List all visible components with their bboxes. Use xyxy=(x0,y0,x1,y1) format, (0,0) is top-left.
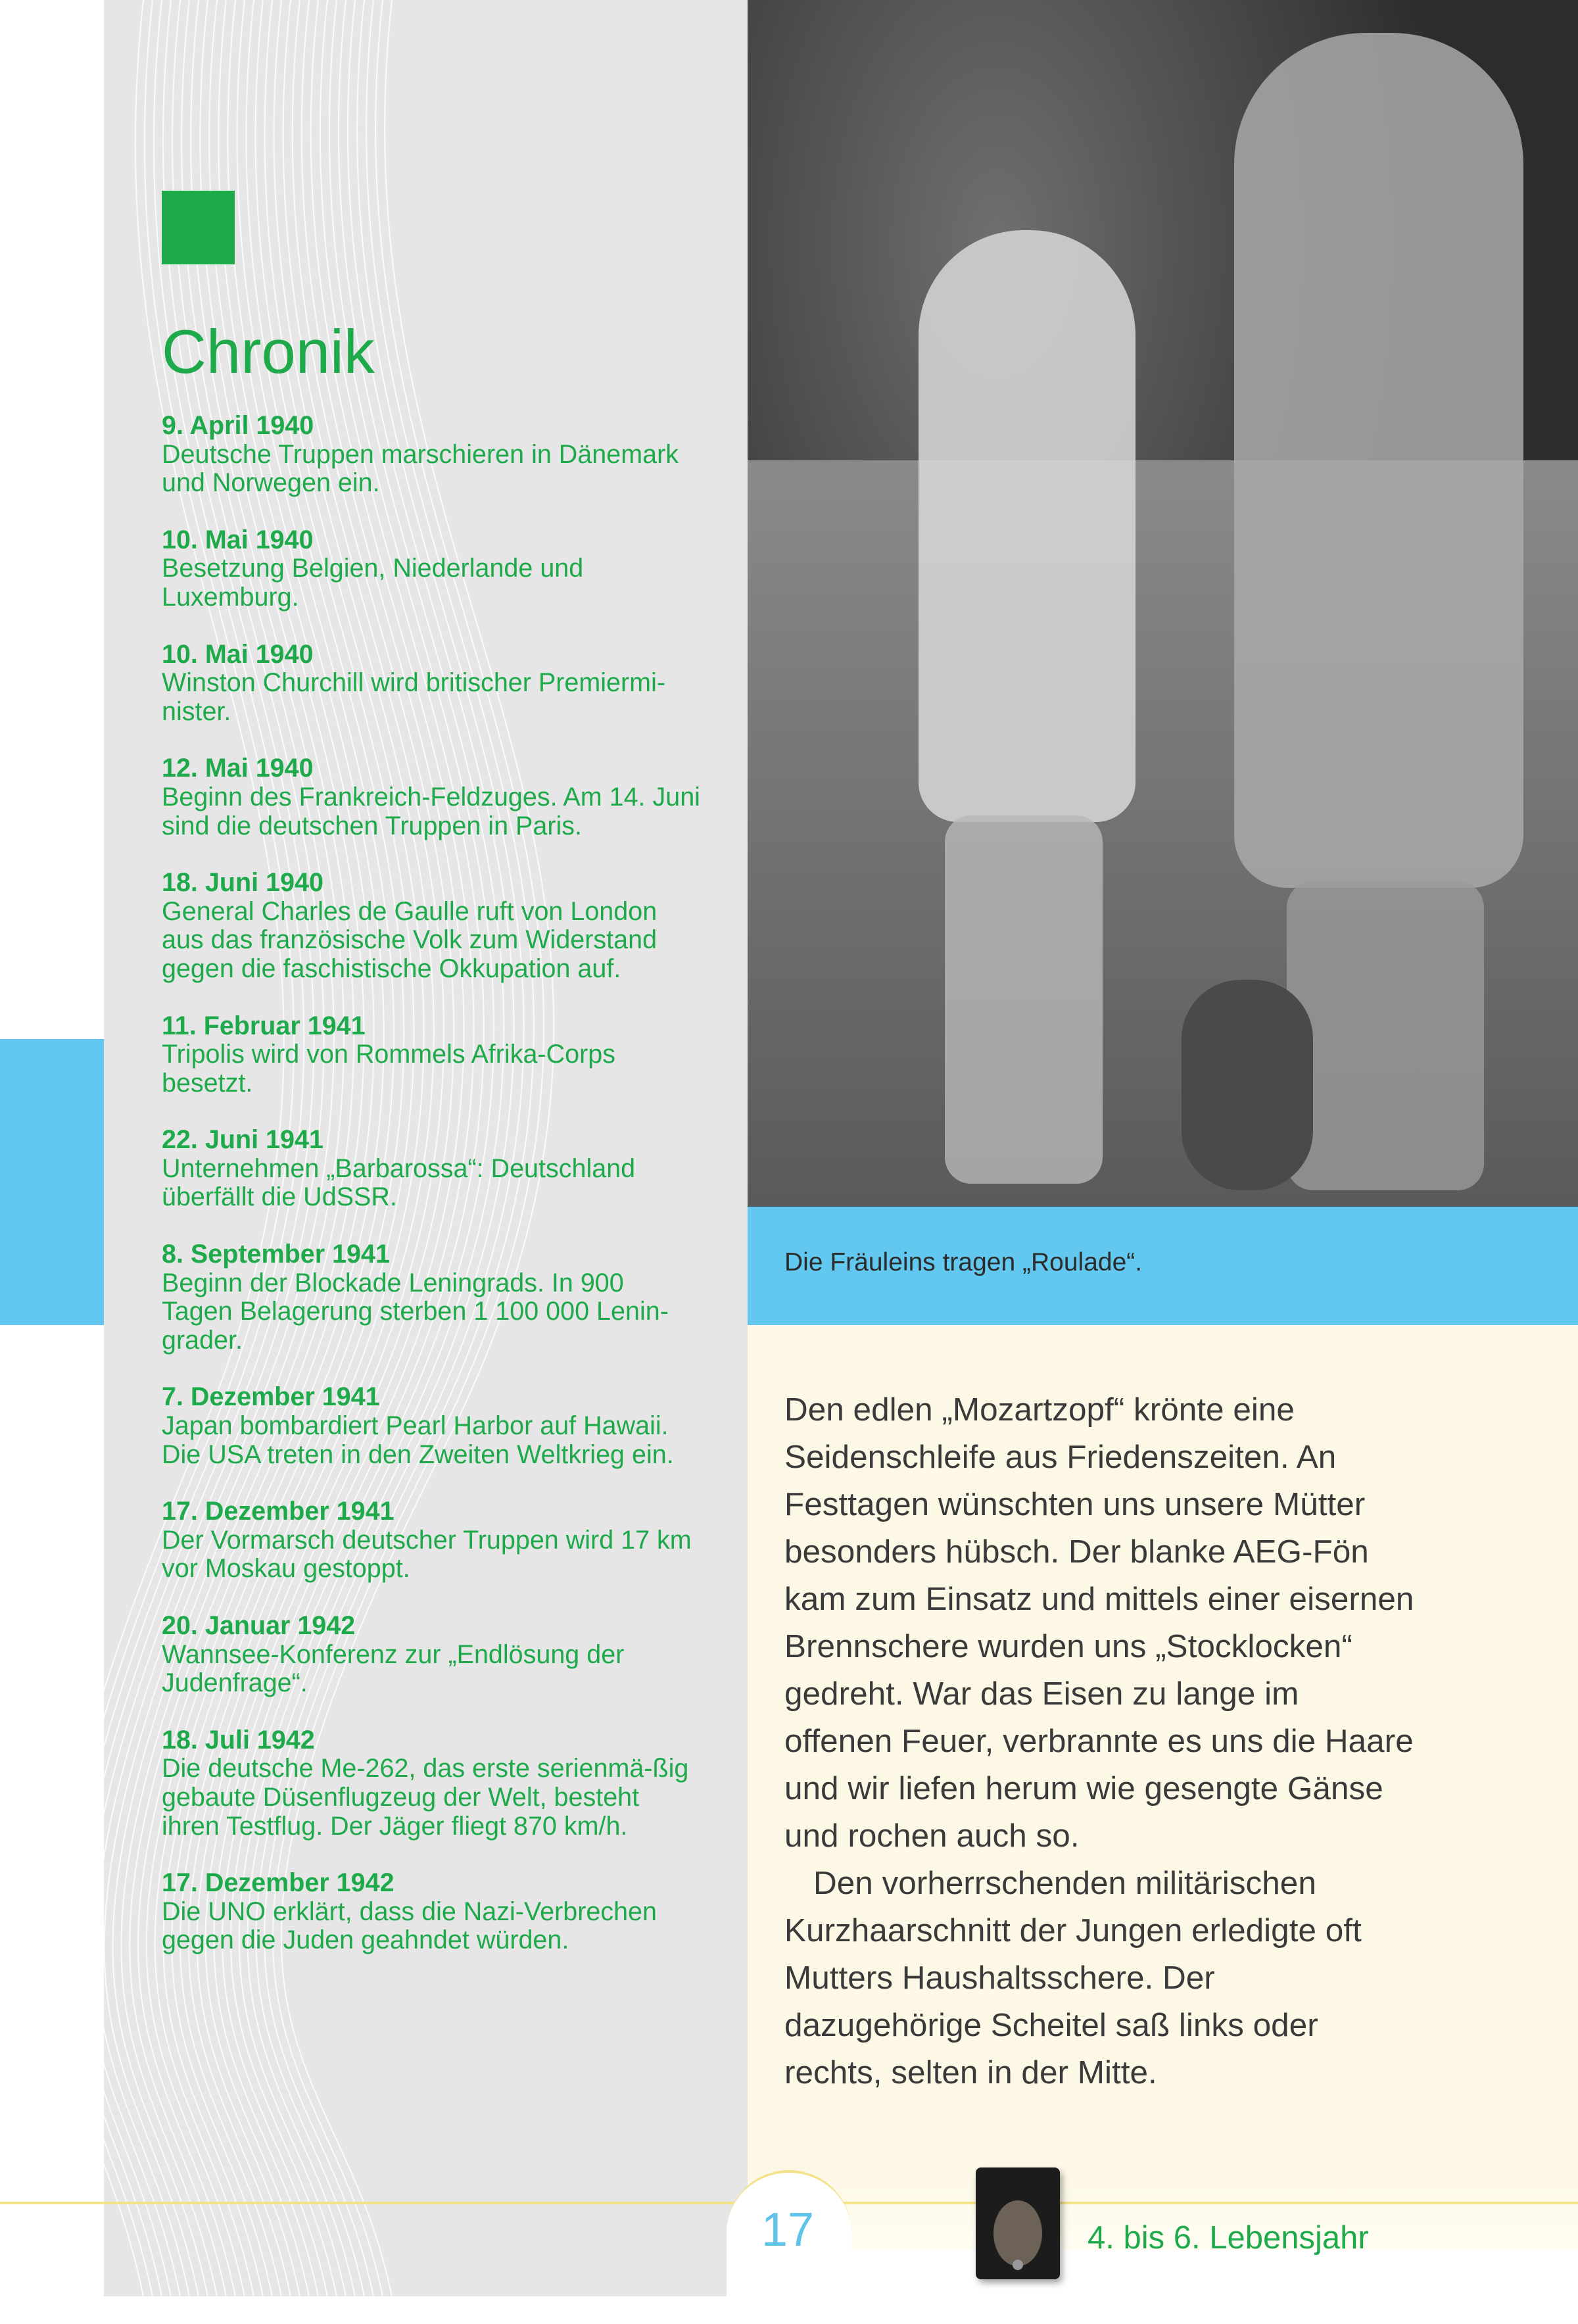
entry-text: Beginn der Blockade Leningrads. In 900 Tagen Belagerung sterben 1 100 000 Lenin-grader. xyxy=(162,1268,669,1355)
entry-text: Beginn des Frankreich-Feldzuges. Am 14. Juni sind die deutschen Truppen in Paris. xyxy=(162,782,700,840)
entry-date: 7. Dezember 1941 xyxy=(162,1382,380,1412)
entry-date: 12. Mai 1940 xyxy=(162,754,314,783)
entry-date: 17. Dezember 1941 xyxy=(162,1497,394,1526)
page-number: 17 xyxy=(761,2204,815,2256)
entry-text: Die deutsche Me-262, das erste serienmä-ßig gebaute Düsenflugzeug der Welt, besteht ihren Testflug. Der Jäger fliegt 870 km/h. xyxy=(162,1754,689,1841)
entry-date: 10. Mai 1940 xyxy=(162,639,314,669)
entry-text: General Charles de Gaulle ruft von London aus das französische Volk zum Widerstand gegen die faschistische Okkupation auf. xyxy=(162,896,658,983)
chronik-entry xyxy=(162,1612,701,1698)
chronik-entry xyxy=(162,1012,701,1098)
chronik-entry xyxy=(162,1383,701,1469)
chronik-title: Chronik xyxy=(162,317,375,386)
body-paragraph: Den vorherrschenden militärischen Kurzhaarschnitt der Jungen erledigte oft Mutters Haushaltsschere. Der dazugehörige Scheitel saß links oder rechts, selten in der Mitte. xyxy=(784,1865,1362,2091)
chapter-label: 4. bis 6. Lebensjahr xyxy=(1088,2220,1369,2256)
chronik-entry xyxy=(162,869,701,983)
entry-text: Besetzung Belgien, Niederlande und Luxemburg. xyxy=(162,554,584,612)
entry-date: 9. April 1940 xyxy=(162,411,314,440)
photo-caption: Die Fräuleins tragen „Roulade“. xyxy=(784,1248,1143,1276)
body-paragraph: Den edlen „Mozartzopf“ krönte eine Seidenschleife aus Friedenszeiten. An Festtagen wünschten uns unsere Mütter besonders hübsch. Der blanke AEG-Fön kam zum Einsatz und mittels einer eisernen Brennschere wurden uns „Stocklocken“ gedreht. War das Eisen zu lange im offenen Feuer, verbrannte es uns die Haare und wir liefen herum wie gesengte Gänse und rochen auch so. xyxy=(784,1392,1414,1854)
entry-date: 10. Mai 1940 xyxy=(162,525,314,554)
entry-date: 18. Juni 1940 xyxy=(162,868,323,898)
blue-accent-bar xyxy=(0,1039,104,1325)
chronik-entry xyxy=(162,1869,701,1955)
chronik-entry xyxy=(162,526,701,612)
green-square-marker xyxy=(162,191,235,264)
chronik-entry xyxy=(162,641,701,727)
chronik-list xyxy=(162,412,701,1983)
entry-text: Wannsee-Konferenz zur „Endlösung der Judenfrage“. xyxy=(162,1639,625,1698)
chronik-entry xyxy=(162,1126,701,1212)
chronik-entry xyxy=(162,754,701,840)
entry-text: Winston Churchill wird britischer Premiermi-nister. xyxy=(162,668,666,726)
chronik-entry xyxy=(162,1497,701,1584)
entry-date: 18. Juli 1942 xyxy=(162,1725,315,1755)
photo-two-girls xyxy=(748,0,1578,1207)
entry-date: 17. Dezember 1942 xyxy=(162,1868,394,1898)
radio-icon xyxy=(976,2167,1060,2279)
entry-date: 20. Januar 1942 xyxy=(162,1611,356,1640)
entry-date: 22. Juni 1941 xyxy=(162,1125,323,1155)
entry-date: 11. Februar 1941 xyxy=(162,1011,366,1040)
entry-text: Unternehmen „Barbarossa“: Deutschland überfällt die UdSSR. xyxy=(162,1153,636,1212)
entry-text: Japan bombardiert Pearl Harbor auf Hawaii. Die USA treten in den Zweiten Weltkrieg ein. xyxy=(162,1411,674,1469)
entry-text: Die UNO erklärt, dass die Nazi-Verbrechen gegen die Juden geahndet würden. xyxy=(162,1897,657,1955)
chronik-entry xyxy=(162,1240,701,1355)
chronik-entry xyxy=(162,412,701,498)
entry-date: 8. September 1941 xyxy=(162,1240,390,1269)
entry-text: Tripolis wird von Rommels Afrika-Corps besetzt. xyxy=(162,1040,615,1098)
body-text xyxy=(784,1386,1416,2096)
entry-text: Deutsche Truppen marschieren in Dänemark und Norwegen ein. xyxy=(162,439,679,498)
entry-text: Der Vormarsch deutscher Truppen wird 17 km vor Moskau gestoppt. xyxy=(162,1525,692,1584)
chronik-entry xyxy=(162,1726,701,1841)
